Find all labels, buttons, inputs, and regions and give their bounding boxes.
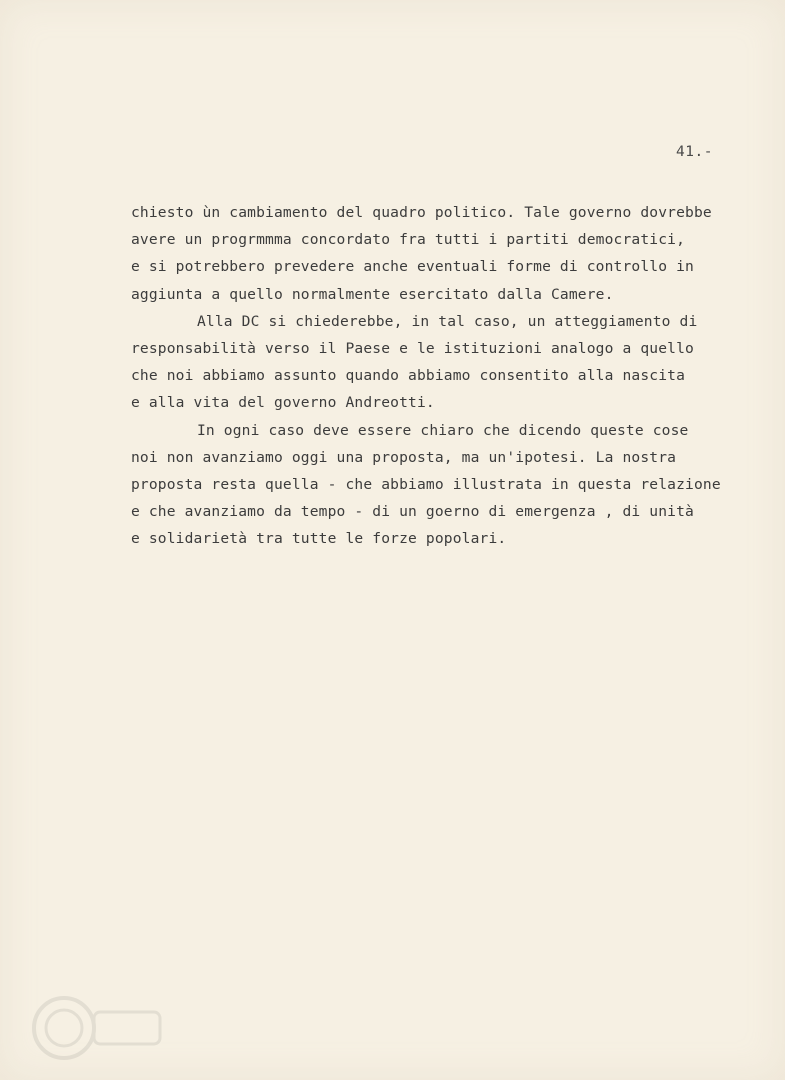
paragraph-start-line: Alla DC si chiederebbe, in tal caso, un atteggiamento di (197, 312, 698, 330)
page-number: 41.- (676, 144, 713, 160)
text-line: noi non avanziamo oggi una proposta, ma un'ipotesi. La nostra (131, 448, 677, 466)
text-line: e alla vita del governo Andreotti. (131, 394, 435, 412)
text-line: che noi abbiamo assunto quando abbiamo consentito alla nascita (131, 367, 686, 385)
text-line: e si potrebbero prevedere anche eventuali forme di controllo in (131, 258, 694, 276)
text-line: responsabilità verso il Paese e le istituzioni analogo a quello (131, 339, 694, 357)
document-body (131, 199, 771, 552)
text-line: e solidarietà tra tutte le forze popolari. (131, 530, 507, 548)
text-line: proposta resta quella - che abbiamo illustrata in questa relazione (131, 475, 721, 493)
watermark-stamp-icon (6, 992, 166, 1064)
text-line: e che avanziamo da tempo - di un goerno di emergenza , di unità (131, 503, 694, 521)
text-line: aggiunta a quello normalmente esercitato dalla Camere. (131, 285, 614, 303)
text-line: chiesto ùn cambiamento del quadro politico. Tale governo dovrebbe (131, 204, 712, 221)
paragraph-start-line: In ogni caso deve essere chiaro che dicendo queste cose (197, 421, 689, 439)
text-line: avere un progrmmma concordato fra tutti i partiti democratici, (131, 231, 686, 249)
